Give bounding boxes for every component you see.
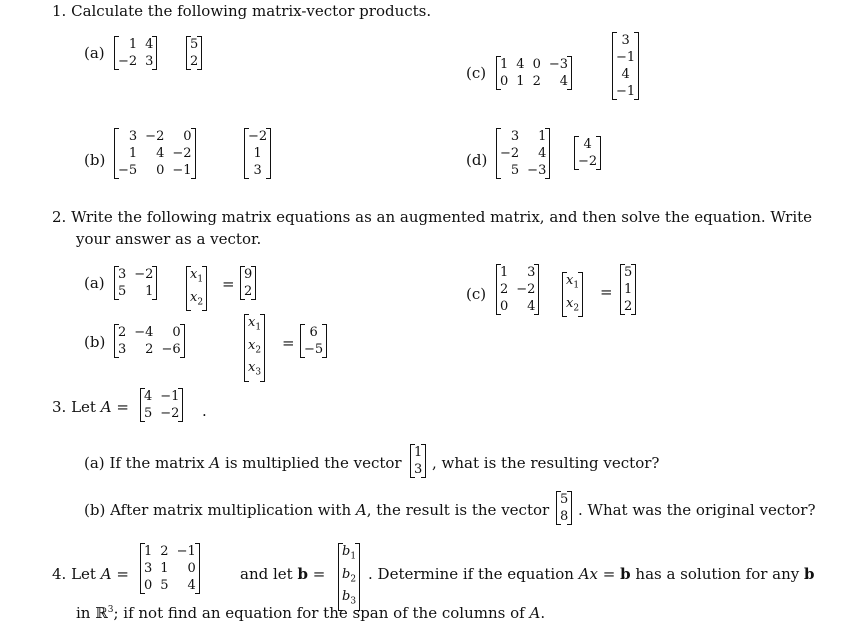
right-bracket: [355, 543, 360, 611]
matrix-entry: 1: [128, 146, 138, 161]
matrix-symbol: A: [100, 565, 112, 583]
vector-entry: 1: [414, 445, 423, 460]
left-bracket: [300, 324, 305, 358]
part-label: (c): [466, 285, 487, 303]
vector-entry: −1: [616, 50, 636, 65]
matrix-entry: 4: [516, 57, 525, 72]
part-b-text: [84, 503, 549, 518]
right-bracket: [596, 136, 601, 170]
matrix-entry: 4: [527, 299, 536, 314]
matrix-entry: 0: [144, 578, 153, 593]
left-bracket: [140, 388, 145, 422]
vector-entry: −5: [304, 342, 324, 357]
right-bracket: [152, 36, 157, 70]
vector: [186, 36, 202, 70]
right-bracket: [266, 128, 271, 179]
text: . What was the original vector?: [578, 501, 816, 519]
period: .: [202, 402, 207, 420]
matrix-entry: −2: [500, 146, 520, 161]
vector: [300, 324, 327, 358]
matrix-entry: −1: [176, 544, 196, 559]
left-bracket: [612, 32, 617, 100]
matrix: [496, 128, 550, 179]
matrix-entry: −2: [160, 406, 180, 421]
left-bracket: [186, 266, 191, 311]
right-bracket: [195, 543, 200, 594]
period: .: [540, 604, 546, 622]
vector-entry: $x_2$: [566, 295, 580, 314]
matrix-symbol: A: [209, 454, 221, 472]
vector: [612, 32, 639, 100]
right-bracket: [178, 388, 183, 422]
matrix: [140, 543, 200, 594]
left-bracket: [240, 266, 245, 300]
left-bracket: [338, 543, 343, 611]
vector-symbol: b: [297, 565, 308, 583]
vector-entry: −2: [248, 129, 268, 144]
right-bracket: [260, 314, 265, 382]
vector-entry: $x_2$: [190, 289, 204, 308]
matrix-entry: 2: [500, 282, 509, 297]
equals-sign: =: [282, 334, 295, 352]
unknown-vector: [244, 314, 265, 382]
part-label: (a): [84, 44, 105, 62]
left-bracket: [114, 36, 119, 70]
matrix-entry: −1: [160, 389, 180, 404]
matrix-entry: 0: [500, 74, 509, 89]
matrix-symbol: A: [355, 501, 367, 519]
matrix-entry: 3: [145, 54, 154, 69]
matrix-entry: −2: [134, 267, 154, 282]
matrix-entry: 4: [538, 146, 547, 161]
matrix-entry: 0: [187, 561, 196, 576]
problem-1-heading: [52, 4, 431, 19]
equation-lhs: Ax: [578, 565, 598, 583]
matrix-entry: 4: [156, 146, 165, 161]
text: After matrix multiplication with: [110, 501, 352, 519]
right-bracket: [567, 491, 572, 525]
problem-text: Write the following matrix equations as an augmented matrix, and then solve the equation. Write: [71, 208, 813, 226]
problem-text-cont: your answer as a vector.: [76, 230, 262, 248]
text: in: [76, 604, 91, 622]
right-bracket: [545, 128, 550, 179]
matrix: [114, 36, 157, 70]
right-bracket: [202, 266, 207, 311]
matrix-entry: 0: [183, 129, 192, 144]
matrix-entry: 5: [510, 163, 520, 178]
matrix-entry: 3: [128, 129, 138, 144]
matrix-entry: 1: [500, 265, 509, 280]
text: [368, 567, 815, 582]
problem-number: 4.: [52, 565, 67, 583]
text: [76, 606, 545, 621]
right-bracket: [191, 128, 196, 179]
matrix-entry: 1: [160, 561, 169, 576]
matrix-entry: −4: [134, 325, 154, 340]
left-bracket: [496, 264, 501, 315]
vector-entry: $x_2$: [248, 337, 262, 356]
left-bracket: [244, 314, 249, 382]
matrix-entry: 1: [500, 57, 509, 72]
text: [240, 567, 325, 582]
unknown-vector: [186, 266, 207, 311]
vector-entry: 6: [309, 325, 318, 340]
left-bracket: [556, 491, 561, 525]
matrix-entry: 3: [118, 267, 127, 282]
right-bracket: [578, 272, 583, 317]
vector-entry: 3: [621, 33, 630, 48]
matrix-entry: 1: [516, 74, 525, 89]
matrix-entry: −6: [161, 342, 181, 357]
left-bracket: [620, 264, 625, 315]
unknown-vector: [562, 272, 583, 317]
matrix-symbol: A: [529, 604, 541, 622]
vector-entry: −2: [578, 154, 598, 169]
equals-sign: =: [222, 275, 235, 293]
matrix-entry: −3: [527, 163, 547, 178]
equals-sign: =: [602, 565, 616, 583]
matrix-entry: 2: [145, 342, 154, 357]
vector-entry: 2: [190, 54, 199, 69]
left-bracket: [186, 36, 191, 70]
vector-symbol: b: [620, 565, 631, 583]
left-bracket: [574, 136, 579, 170]
vector: [556, 491, 572, 525]
right-bracket: [322, 324, 327, 358]
matrix-entry: 0: [172, 325, 181, 340]
vector-entry: $b_2$: [342, 566, 357, 585]
right-bracket: [180, 324, 185, 358]
problem-text: Calculate the following matrix-vector products.: [71, 2, 432, 20]
right-bracket: [631, 264, 636, 315]
matrix-entry: 0: [156, 163, 165, 178]
matrix-entry: 3: [144, 561, 153, 576]
vector-entry: 5: [560, 492, 569, 507]
text: is multiplied the vector: [225, 454, 402, 472]
left-bracket: [410, 444, 415, 478]
matrix-entry: −1: [172, 163, 192, 178]
matrix-entry: 1: [145, 284, 154, 299]
matrix: [496, 264, 539, 315]
vector-entry: 9: [244, 267, 253, 282]
matrix-entry: 1: [128, 37, 138, 52]
problem-number: 2.: [52, 208, 67, 226]
left-bracket: [496, 128, 501, 179]
matrix-entry: 1: [144, 544, 153, 559]
vector: [620, 264, 636, 315]
right-bracket: [534, 264, 539, 315]
matrix-entry: 5: [144, 406, 153, 421]
b-vector: [338, 543, 360, 611]
equals-sign: =: [312, 565, 326, 583]
vector-symbol: b: [804, 565, 815, 583]
problem-text: Let: [71, 398, 96, 416]
problem-text: Let: [71, 565, 96, 583]
vector-entry: $x_1$: [248, 315, 262, 333]
matrix-entry: 1: [538, 129, 547, 144]
problem-4-heading: [52, 567, 129, 582]
matrix-entry: −3: [548, 57, 569, 72]
right-bracket: [567, 56, 572, 90]
text: If the matrix: [109, 454, 205, 472]
right-bracket: [251, 266, 256, 300]
vector-entry: $x_1$: [190, 267, 204, 285]
vector-entry: $b_3$: [342, 589, 357, 607]
part-label: (c): [466, 64, 487, 82]
vector-entry: 5: [624, 265, 633, 280]
text: . Determine if the equation: [368, 565, 574, 583]
part-label: (b): [84, 151, 106, 169]
matrix-entry: 5: [118, 284, 127, 299]
vector-entry: 4: [583, 137, 592, 152]
left-bracket: [496, 56, 501, 90]
vector-entry: 5: [190, 37, 199, 52]
matrix: [114, 266, 157, 300]
vector: [244, 128, 271, 179]
superscript: 3: [107, 605, 114, 615]
matrix-entry: 0: [500, 299, 509, 314]
vector-entry: −1: [616, 84, 636, 99]
equals-sign: =: [600, 283, 613, 301]
vector-entry: $b_1$: [342, 544, 357, 562]
matrix-entry: 3: [510, 129, 520, 144]
matrix: [140, 388, 183, 422]
vector-entry: 2: [624, 299, 633, 314]
reals-symbol: ℝ: [95, 604, 108, 622]
left-bracket: [114, 324, 119, 358]
part-label: (d): [466, 151, 488, 169]
problem-number: 1.: [52, 2, 67, 20]
vector-entry: 3: [253, 163, 262, 178]
vector-entry: $x_3$: [248, 360, 262, 378]
problem-number: 3.: [52, 398, 67, 416]
matrix-entry: 3: [118, 342, 127, 357]
vector-entry: $x_1$: [566, 273, 580, 291]
matrix-entry: 4: [145, 37, 154, 52]
matrix-entry: −2: [172, 146, 192, 161]
vector: [240, 266, 256, 300]
matrix-entry: −5: [118, 163, 138, 178]
matrix-entry: −2: [145, 129, 165, 144]
matrix-entry: 4: [144, 389, 153, 404]
text: ; if not find an equation for the span of the columns of: [113, 604, 525, 622]
text: , the result is the vector: [366, 501, 550, 519]
text: , what is the resulting vector?: [432, 454, 660, 472]
matrix: [114, 324, 185, 358]
part-label: (b): [84, 333, 106, 351]
matrix-entry: 2: [532, 74, 541, 89]
left-bracket: [114, 128, 119, 179]
part-label: (b): [84, 501, 106, 519]
text: and let: [240, 565, 293, 583]
left-bracket: [114, 266, 119, 300]
vector-entry: 8: [560, 509, 569, 524]
vector-entry: 4: [621, 67, 630, 82]
problem-2-heading: [52, 210, 812, 225]
matrix-entry: 2: [118, 325, 127, 340]
vector: [410, 444, 426, 478]
matrix-entry: 4: [187, 578, 196, 593]
matrix: [496, 56, 572, 90]
part-label: (a): [84, 454, 105, 472]
text: has a solution for any: [635, 565, 800, 583]
problem-3-heading: [52, 400, 129, 415]
matrix-symbol: A: [100, 398, 112, 416]
vector-entry: 3: [414, 462, 423, 477]
matrix-entry: −2: [118, 54, 138, 69]
vector-entry: 1: [624, 282, 633, 297]
vector: [574, 136, 601, 170]
matrix-entry: −2: [516, 282, 536, 297]
right-bracket: [197, 36, 202, 70]
equals-sign: =: [116, 398, 129, 416]
matrix-entry: 4: [559, 74, 569, 89]
right-bracket: [421, 444, 426, 478]
matrix-entry: 0: [532, 57, 541, 72]
left-bracket: [140, 543, 145, 594]
left-bracket: [562, 272, 567, 317]
matrix-entry: 3: [527, 265, 536, 280]
matrix-entry: 5: [160, 578, 169, 593]
matrix-entry: 2: [160, 544, 169, 559]
right-bracket: [152, 266, 157, 300]
matrix: [114, 128, 196, 179]
vector-entry: 1: [253, 146, 262, 161]
equals-sign: =: [116, 565, 129, 583]
part-a-text: [84, 456, 402, 471]
left-bracket: [244, 128, 249, 179]
right-bracket: [634, 32, 639, 100]
vector-entry: 2: [244, 284, 253, 299]
part-label: (a): [84, 274, 105, 292]
